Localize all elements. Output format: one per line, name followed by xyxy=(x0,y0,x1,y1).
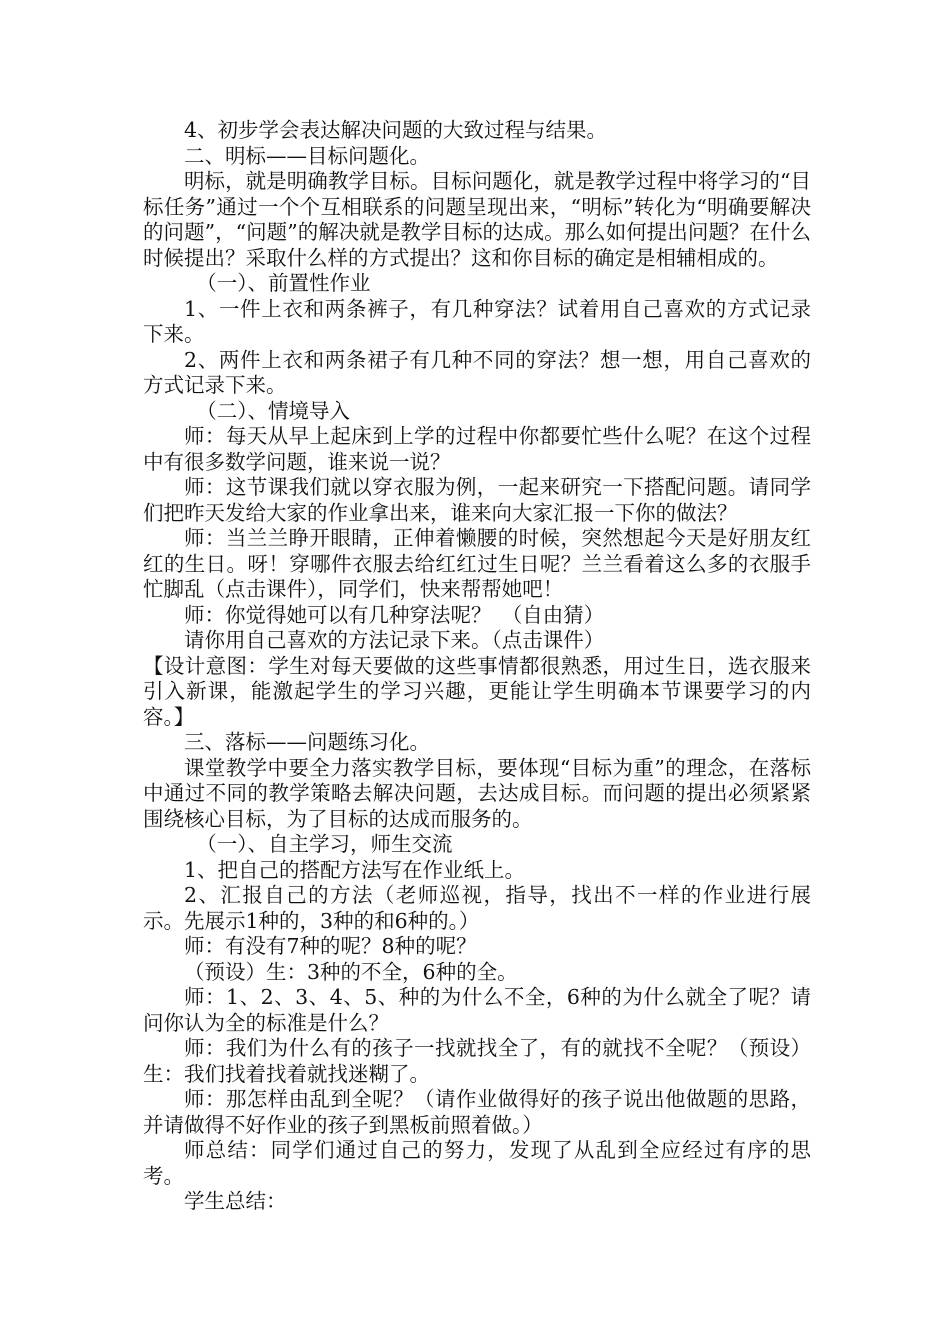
paragraph: 师：我们为什么有的孩子一找就找全了，有的就找不全呢？（预设）生：我们找着找着就找迷糊了。 xyxy=(143,1036,811,1086)
paragraph: 明标，就是明确教学目标。目标问题化，就是教学过程中将学习的“目标任务”通过一个个互相联系的问题呈现出来，“明标”转化为“明确要解决的问题”，“问题”的解决就是教学目标的达成。那么如何提出问题？在什么时候提出？采取什么样的方式提出？这和你目标的确定是相辅相成的。 xyxy=(143,169,811,270)
list-item: 1、一件上衣和两条裤子，有几种穿法？试着用自己喜欢的方式记录下来。 xyxy=(143,296,811,346)
paragraph: 请你用自己喜欢的方法记录下来。（点击课件） xyxy=(184,628,605,652)
paragraph: 师：你觉得她可以有几种穿法呢？ （自由猜） xyxy=(184,602,605,627)
list-item: 2、汇报自己的方法（老师巡视，指导，找出不一样的作业进行展示。先展示1种的，3种的和6种的。） xyxy=(143,883,811,933)
list-item: 2、两件上衣和两条裙子有几种不同的穿法？想一想，用自己喜欢的方式记录下来。 xyxy=(143,347,811,397)
paragraph: 师：这节课我们就以穿衣服为例，一起来研究一下搭配问题。请同学们把昨天发给大家的作业拿出来，谁来向大家汇报一下你的做法？ xyxy=(143,475,811,525)
subsection-heading: （二）、情境导入 xyxy=(196,398,351,423)
paragraph: 师：那怎样由乱到全呢？（请作业做得好的孩子说出他做题的思路，并请做得不好作业的孩子到黑板前照着做。） xyxy=(143,1087,811,1137)
subsection-heading: （一）、前置性作业 xyxy=(196,271,371,295)
section-heading: 三、落标——问题练习化。 xyxy=(184,730,430,754)
document-body xyxy=(143,118,811,1215)
subsection-heading: （一）、自主学习，师生交流 xyxy=(196,832,453,856)
section-heading: 二、明标——目标问题化。 xyxy=(184,143,430,168)
design-intent-note: 【设计意图：学生对每天要做的这些事情都很熟悉，用过生日，选衣服来引入新课，能激起学生的学习兴趣，更能让学生明确本节课要学习的内容。】 xyxy=(143,653,811,729)
paragraph: 师：1、2、3、4、5、种的为什么不全，6种的为什么就全了呢？请问你认为全的标准是什么？ xyxy=(143,985,811,1035)
paragraph: 师总结：同学们通过自己的努力，发现了从乱到全应经过有序的思考。 xyxy=(143,1138,811,1188)
paragraph: 师：每天从早上起床到上学的过程中你都要忙些什么呢？在这个过程中有很多数学问题，谁来说一说？ xyxy=(143,424,811,474)
paragraph: 4、初步学会表达解决问题的大致过程与结果。 xyxy=(184,118,608,142)
paragraph: （预设）生：3种的不全，6种的全。 xyxy=(184,959,518,984)
list-item: 1、把自己的搭配方法写在作业纸上。 xyxy=(184,857,526,882)
paragraph: 学生总结： xyxy=(184,1189,287,1213)
paragraph: 师：当兰兰睁开眼睛，正伸着懒腰的时候，突然想起今天是好朋友红红的生日。呀！穿哪件衣服去给红红过生日呢？兰兰看着这么多的衣服手忙脚乱（点击课件），同学们，快来帮帮她吧！ xyxy=(143,526,811,601)
paragraph: 师：有没有7种的呢？8种的呢？ xyxy=(184,934,477,958)
paragraph: 课堂教学中要全力落实教学目标，要体现“目标为重”的理念，在落标中通过不同的教学策略去解决问题，去达成目标。而问题的提出必须紧紧围绕核心目标，为了目标的达成而服务的。 xyxy=(143,755,811,831)
